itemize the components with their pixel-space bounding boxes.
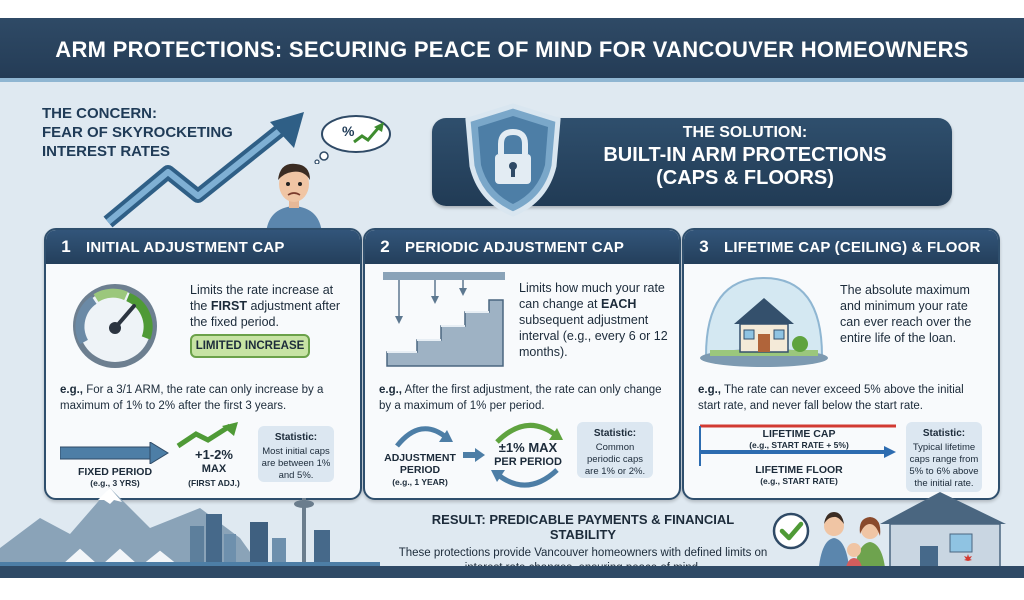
lifetime-cap-label: LIFETIME CAP (e.g., START RATE + 5%)	[749, 428, 849, 450]
worried-person-icon	[262, 156, 326, 234]
panel-header	[365, 230, 679, 264]
panel-example: e.g., For a 3/1 ARM, the rate can only increase by a maximum of 1% to 2% after the first 3 years.	[60, 384, 324, 412]
header-banner	[0, 18, 1024, 82]
solution-text	[560, 124, 930, 190]
result-title: RESULT: PREDICABLE PAYMENTS & FINANCIAL STABILITY	[431, 512, 735, 542]
panel-description: The absolute maximum and minimum your rate can ever reach over the entire life of the loan.	[840, 283, 972, 345]
thought-bubble-icon	[312, 114, 394, 164]
panel-example: e.g., After the first adjustment, the rate can only change by a maximum of 1% per period.	[379, 384, 662, 412]
panel-title: LIFETIME CAP (CEILING) & FLOOR	[724, 238, 981, 256]
footer-strip	[0, 566, 1024, 578]
glass-dome-house-icon	[694, 272, 834, 372]
max-per-period-label: ±1% MAX PER PERIOD	[494, 440, 562, 468]
result-body: These protections provide Vancouver homeowners with defined limits on	[398, 547, 768, 559]
panel-header	[46, 230, 360, 264]
panel-example: e.g., The rate can never exceed 5% above the initial start rate, and never fall below the start rate.	[698, 384, 964, 412]
fixed-period-label: FIXED PERIOD (e.g., 3 YRS)	[77, 466, 153, 488]
arrow-right-icon	[463, 448, 485, 462]
panel-number: 1	[61, 237, 71, 256]
panel-periodic-cap	[363, 228, 681, 500]
cycle-arrow-icon	[391, 420, 455, 450]
panel-description: Limits how much your rate can change at EACH subsequent adjustment interval (e.g., every 6 or 12 months).	[519, 281, 668, 359]
solution-kicker: THE SOLUTION:	[682, 124, 808, 141]
panel-number: 3	[699, 237, 709, 256]
panel-number: 2	[380, 237, 390, 256]
infographic	[0, 18, 1024, 578]
panel-title: PERIODIC ADJUSTMENT CAP	[405, 238, 625, 256]
maple-leaf-icon	[963, 554, 973, 564]
adjustment-period-label: ADJUSTMENT PERIOD (e.g., 1 YEAR)	[384, 452, 456, 487]
vancouver-skyline-illustration	[0, 478, 380, 578]
statistic-box: Statistic: Typical lifetime caps range from 5% to 6% above the initial rate.	[906, 422, 982, 492]
panel-initial-cap	[44, 228, 362, 500]
gauge-icon	[60, 278, 170, 368]
fixed-period-arrow-icon	[60, 442, 170, 464]
panel-header	[684, 230, 998, 264]
limited-increase-badge: LIMITED INCREASE	[190, 334, 310, 358]
panel-lifetime-cap	[682, 228, 1000, 500]
shield-lock-icon	[462, 102, 564, 218]
statistic-box: Statistic: Common periodic caps are 1% or 2%.	[577, 422, 653, 478]
panel-title: INITIAL ADJUSTMENT CAP	[86, 238, 285, 256]
concern-label: THE CONCERN:	[42, 105, 157, 122]
lifetime-floor-label: LIFETIME FLOOR (e.g., START RATE)	[755, 464, 843, 486]
panel-description: Limits the rate increase at the FIRST adjustment after the fixed period.	[190, 283, 341, 329]
statistic-box: Statistic: Most initial caps are between 1% and 5%.	[258, 426, 334, 482]
percent-symbol: %	[342, 123, 355, 139]
max-increase-label: +1-2% MAX (FIRST ADJ.)	[188, 447, 240, 488]
solution-title: BUILT-IN ARM PROTECTIONS	[603, 144, 887, 166]
concern-line: INTEREST RATES	[42, 143, 171, 160]
solution-subtitle: (CAPS & FLOORS)	[656, 167, 834, 189]
concern-text	[42, 104, 272, 161]
increase-arrow-icon	[176, 420, 240, 450]
concern-line: FEAR OF SKYROCKETING	[42, 124, 233, 141]
page-title: ARM PROTECTIONS: SECURING PEACE OF MIND FOR VANCOUVER HOMEOWNERS	[55, 37, 969, 62]
check-icon	[772, 512, 810, 550]
staircase-icon	[379, 270, 509, 370]
